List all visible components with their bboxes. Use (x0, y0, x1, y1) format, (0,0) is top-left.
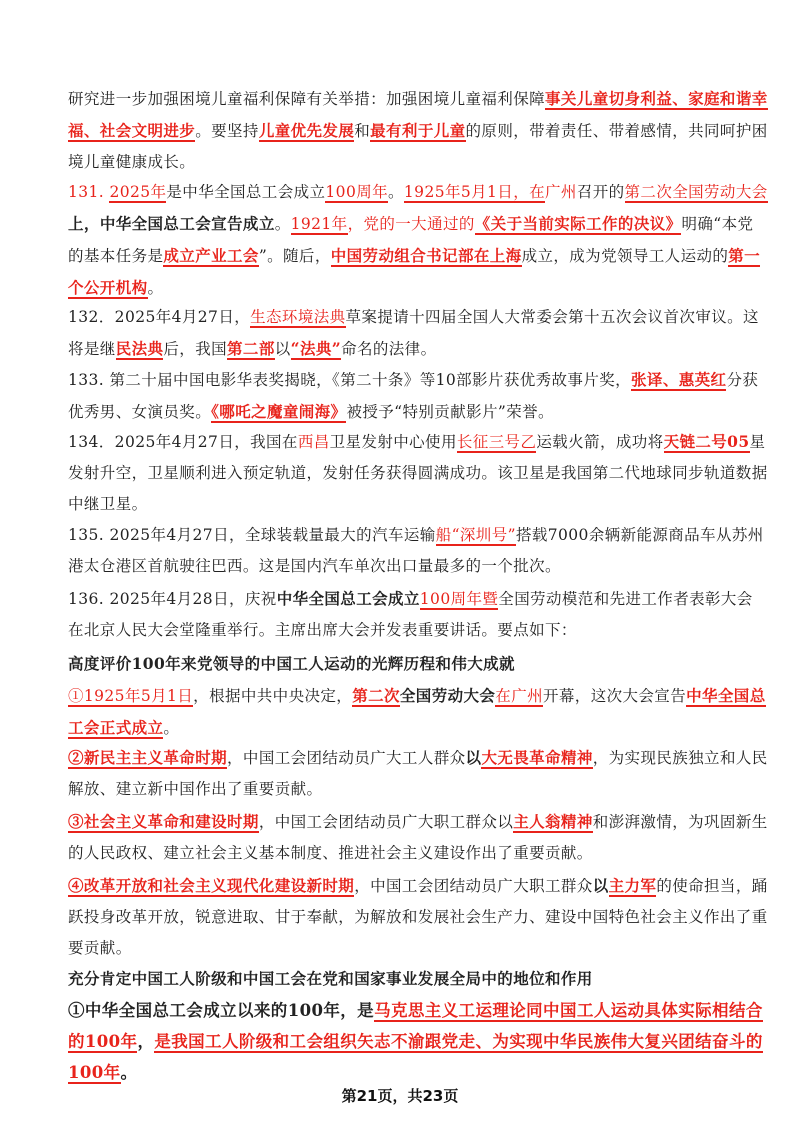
heading-status-role: 充分肯定中国工人阶级和中国工会在党和国家事业发展全局中的地位和作用 (68, 969, 593, 988)
paragraph-welfare: 研究进一步加强困境儿童福利保障有关举措：加强困境儿童福利保障事关儿童切身利益、家庭和谐幸福、社会文明进步。要坚持儿童优先发展和最有利于儿童的原则，带着责任、带着感情，共同呵护困境儿童健康成长。 (68, 89, 768, 171)
paragraph-132: 132．2025年4月27日，生态环境法典草案提请十四届全国人大常委会第十五次会议首次审议。这将是继民法典后，我国第二部以“法典”命名的法律。 (68, 308, 759, 358)
paragraph-134: 134．2025年4月27日，我国在西昌卫星发射中心使用长征三号乙运载火箭，成功将天链二号05星发射升空，卫星顺利进入预定轨道，发射任务获得圆满成功。该卫星是我国第二代地球同步轨道数据中继卫星。 (68, 432, 768, 513)
item-socialist-construction: ③社会主义革命和建设时期，中国工会团结动员广大职工群众以主人翁精神和澎湃激情，为巩固新生的人民政权、建立社会主义基本制度、推进社会主义建设作出了重要贡献。 (68, 812, 768, 862)
paragraph-136: 136. 2025年4月28日，庆祝中华全国总工会成立100周年暨全国劳动模范和先进工作者表彰大会在北京人民大会堂隆重举行。主席出席大会并发表重要讲话。要点如下： (68, 589, 753, 639)
item-100-years: ①中华全国总工会成立以来的100年，是马克思主义工运理论同中国工人运动具体实际相结合的100年，是我国工人阶级和工会组织矢志不渝跟党走、为实现中华民族伟大复兴团结奋斗的100年。 (68, 1001, 763, 1082)
heading-achievements: 高度评价100年来党领导的中国工人运动的光辉历程和伟大成就 (68, 654, 515, 673)
item-reform-opening: ④改革开放和社会主义现代化建设新时期，中国工会团结动员广大职工群众以主力军的使命担当，踊跃投身改革开放，锐意进取、甘于奉献，为解放和发展社会生产力、建设中国特色社会主义作出了重要贡献。 (68, 876, 768, 957)
item-new-democratic: ②新民主主义革命时期，中国工会团结动员广大工人群众以大无畏革命精神，为实现民族独立和人民解放、建立新中国作出了重要贡献。 (68, 748, 768, 798)
item-1925: ①1925年5月1日，根据中共中央决定，第二次全国劳动大会在广州开幕，这次大会宣告中华全国总工会正式成立。 (68, 686, 766, 737)
paragraph-131: 131. 2025年是中华全国总工会成立100周年。1925年5月1日，在广州召开的第二次全国劳动大会上，中华全国总工会宣告成立。1921年，党的一大通过的《关于当前实际工作的决议》明确“本党的基本任务是成立产业工会”。随后，中国劳动组合书记部在上海成立，成为党领导工人运动的第一个公开机构。 (68, 183, 768, 297)
paragraph-135: 135. 2025年4月27日，全球装载量最大的汽车运输船“深圳号”搭载7000余辆新能源商品车从苏州港太仓港区首航驶往巴西。这是国内汽车单次出口量最多的一个批次。 (68, 526, 764, 575)
page-number: 第21页，共23页 (341, 1087, 459, 1105)
paragraph-133: 133. 第二十届中国电影华表奖揭晓，《第二十条》等10部影片获优秀故事片奖，张译、惠英红分获优秀男、女演员奖。《哪吒之魔童闹海》被授予“特别贡献影片”荣誉。 (68, 370, 759, 421)
